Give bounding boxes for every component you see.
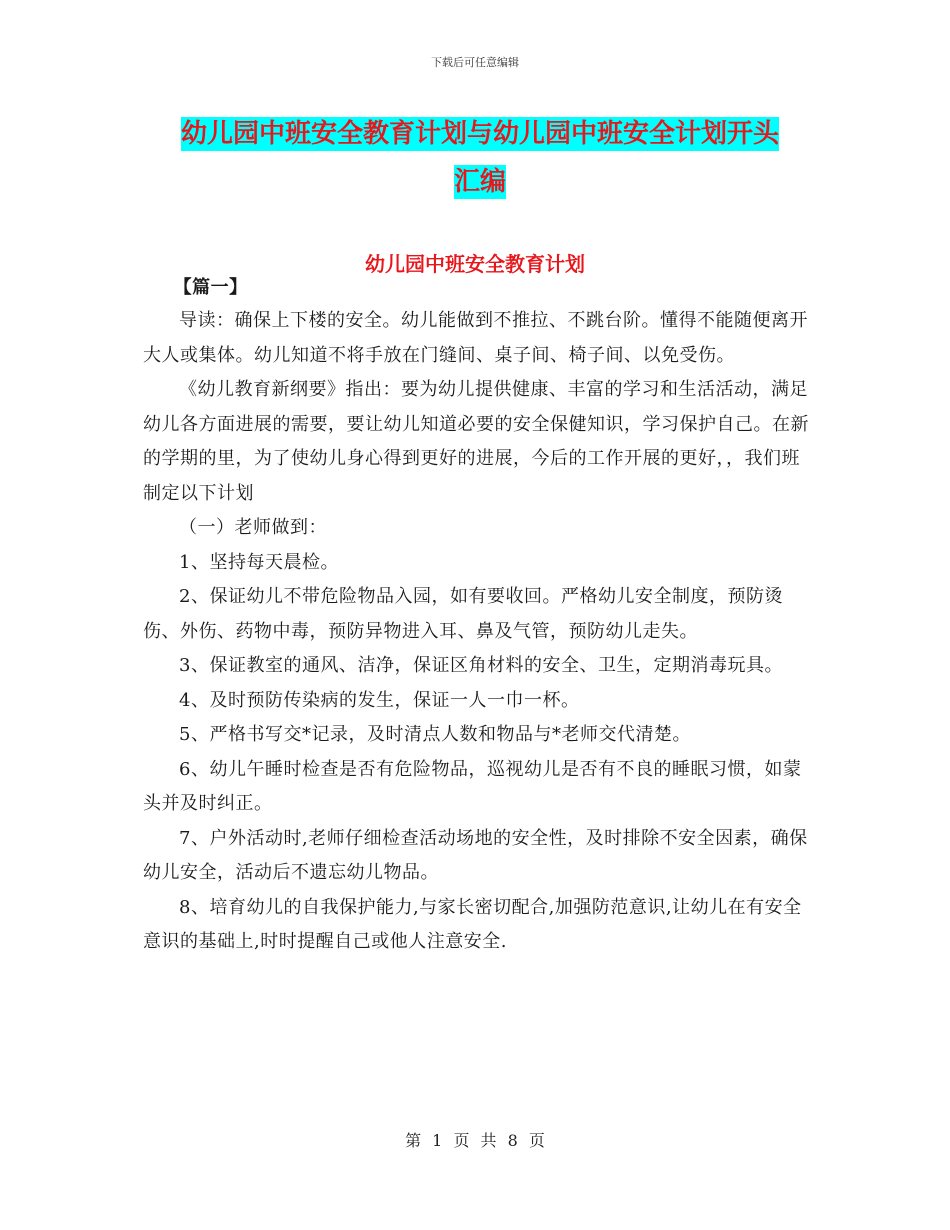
header-note: 下载后可任意编辑 <box>431 56 519 69</box>
document-title-line1: 幼儿园中班安全教育计划与幼儿园中班安全计划开头 <box>180 119 779 149</box>
list-item: 5、严格书写交*记录，及时清点人数和物品与*老师交代清楚。 <box>179 724 691 745</box>
chapter-label: 【篇一】 <box>173 277 248 298</box>
list-item: 2、保证幼儿不带危险物品入园，如有要收回。严格幼儿安全制度，预防烫伤、外伤、药物中毒，预防异物进入耳、鼻及气管，预防幼儿走失。 <box>143 586 783 642</box>
section-title: 幼儿园中班安全教育计划 <box>365 252 585 276</box>
list-item: 7、户外活动时,老师仔细检查活动场地的安全性，及时排除不安全因素，确保幼儿安全，活动后不遗忘幼儿物品。 <box>143 827 808 883</box>
list-item: 6、幼儿午睡时检查是否有危险物品，巡视幼儿是否有不良的睡眠习惯，如蒙头并及时纠正。 <box>143 758 802 814</box>
list-item: 3、保证教室的通风、洁净，保证区角材料的安全、卫生，定期消毒玩具。 <box>179 655 783 676</box>
page-number: 第 1 页 共 8 页 <box>405 1131 545 1150</box>
list-item: 8、培育幼儿的自我保护能力,与家长密切配合,加强防范意识,让幼儿在有安全意识的基础上,时时提醒自己或他人注意安全. <box>143 896 802 952</box>
paragraph: 导读：确保上下楼的安全。幼儿能做到不推拉、不跳台阶。懂得不能随便离开大人或集体。幼儿知道不将手放在门缝间、桌子间、椅子间、以免受伤。 <box>143 310 808 366</box>
document-body <box>143 272 811 960</box>
list-item: 1、坚持每天晨检。 <box>179 551 339 573</box>
paragraph: 《幼儿教育新纲要》指出：要为幼儿提供健康、丰富的学习和生活活动，满足幼儿各方面进展的需要，要让幼儿知道必要的安全保健知识，学习保护自己。在新的学期的里，为了使幼儿身心得到更好的进展，今后的工作开展的更好，，我们班制定以下计划 <box>143 379 809 504</box>
document-title <box>140 110 820 206</box>
document-title-line2: 汇编 <box>453 167 506 197</box>
list-item: 4、及时预防传染病的发生，保证一人一巾一杯。 <box>179 689 580 711</box>
subheading: （一）老师做到： <box>179 517 327 538</box>
